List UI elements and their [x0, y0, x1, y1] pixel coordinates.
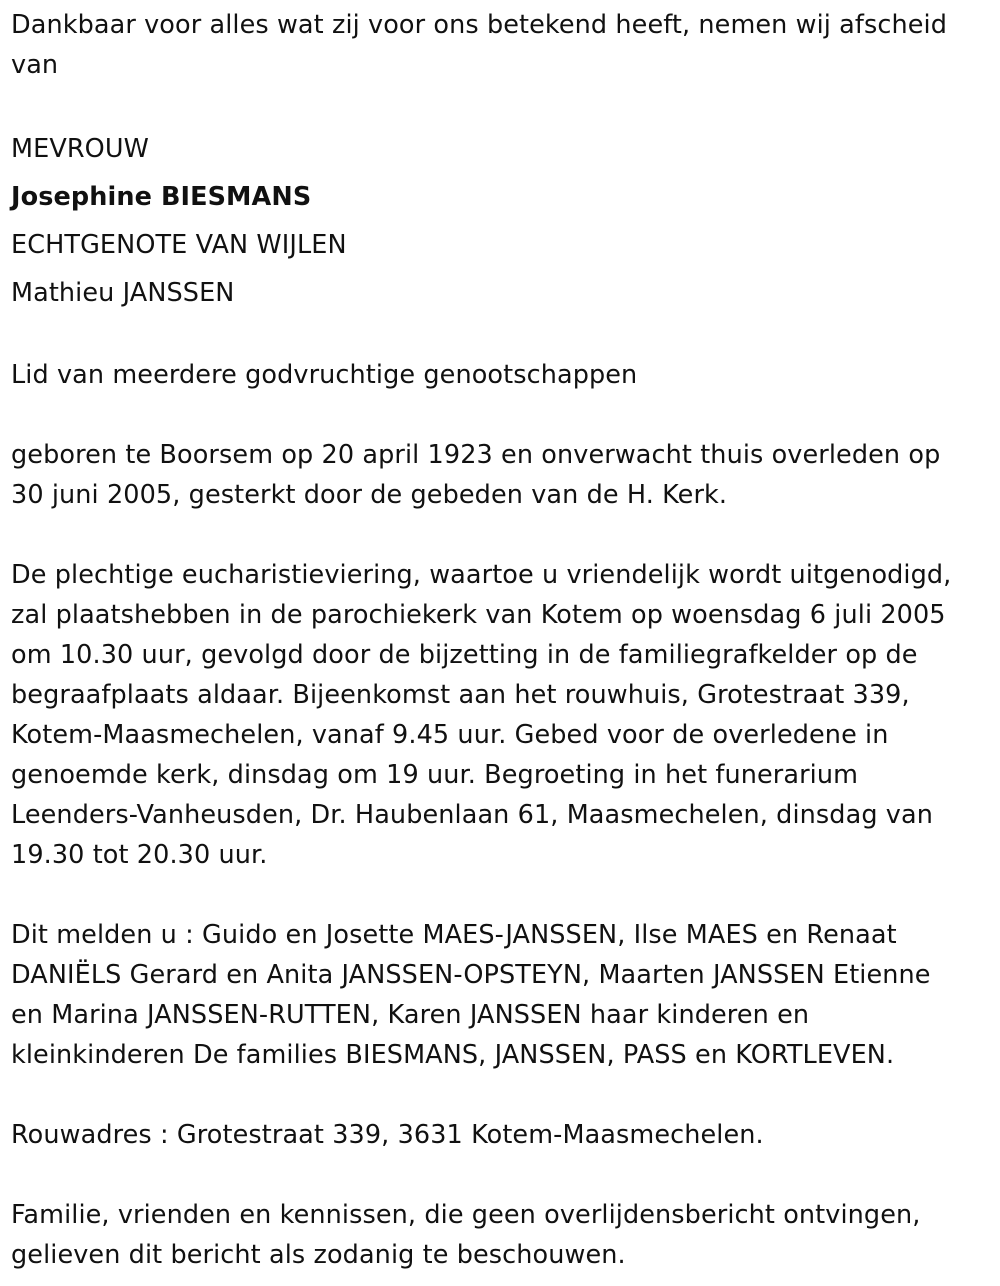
membership-paragraph: [11, 355, 991, 395]
title-label: MEVROUW: [11, 134, 149, 164]
announcers-line: Dit melden u : Guido en Josette MAES-JANSSEN, Ilse MAES en Renaat: [11, 920, 897, 950]
ceremony-line: zal plaatshebben in de parochiekerk van Kotem op woensdag 6 juli 2005: [11, 600, 946, 630]
intro-line-1: Dankbaar voor alles wat zij voor ons betekend heeft, nemen wij afscheid: [11, 10, 948, 40]
mourning-address: Rouwadres : Grotestraat 339, 3631 Kotem-Maasmechelen.: [11, 1120, 764, 1150]
closing-line: Familie, vrienden en kennissen, die geen overlijdensbericht ontvingen,: [11, 1200, 921, 1230]
ceremony-line: De plechtige eucharistieviering, waartoe u vriendelijk wordt uitgenodigd,: [11, 560, 952, 590]
announcers-paragraph: [11, 915, 991, 1075]
ceremony-line: om 10.30 uur, gevolgd door de bijzetting in de familiegrafkelder op de: [11, 640, 918, 670]
birth-death-line: 30 juni 2005, gesterkt door de gebeden van de H. Kerk.: [11, 480, 728, 510]
obituary-document: [11, 5, 991, 1275]
ceremony-paragraph: [11, 555, 991, 875]
membership-text: Lid van meerdere godvruchtige genootschappen: [11, 360, 638, 390]
announcers-line: kleinkinderen De families BIESMANS, JANSSEN, PASS en KORTLEVEN.: [11, 1040, 895, 1070]
closing-paragraph: [11, 1195, 991, 1275]
ceremony-line: Leenders-Vanheusden, Dr. Haubenlaan 61, Maasmechelen, dinsdag van: [11, 800, 933, 830]
spouse-label: ECHTGENOTE VAN WIJLEN: [11, 230, 347, 260]
intro-paragraph: [11, 5, 991, 85]
ceremony-line: begraafplaats aldaar. Bijeenkomst aan het rouwhuis, Grotestraat 339,: [11, 680, 910, 710]
spouse-name: Mathieu JANSSEN: [11, 278, 235, 308]
closing-line: gelieven dit bericht als zodanig te beschouwen.: [11, 1240, 626, 1270]
ceremony-line: Kotem-Maasmechelen, vanaf 9.45 uur. Gebed voor de overledene in: [11, 720, 889, 750]
ceremony-line: genoemde kerk, dinsdag om 19 uur. Begroeting in het funerarium: [11, 760, 859, 790]
birth-death-line: geboren te Boorsem op 20 april 1923 en onverwacht thuis overleden op: [11, 440, 941, 470]
intro-line-2: van: [11, 50, 59, 80]
announcers-line: en Marina JANSSEN-RUTTEN, Karen JANSSEN haar kinderen en: [11, 1000, 810, 1030]
announcers-line: DANIËLS Gerard en Anita JANSSEN-OPSTEYN, Maarten JANSSEN Etienne: [11, 960, 931, 990]
ceremony-line: 19.30 tot 20.30 uur.: [11, 840, 268, 870]
address-paragraph: [11, 1115, 991, 1155]
deceased-name-block: [11, 125, 991, 317]
deceased-name: Josephine BIESMANS: [11, 182, 312, 212]
birth-death-paragraph: [11, 435, 991, 515]
